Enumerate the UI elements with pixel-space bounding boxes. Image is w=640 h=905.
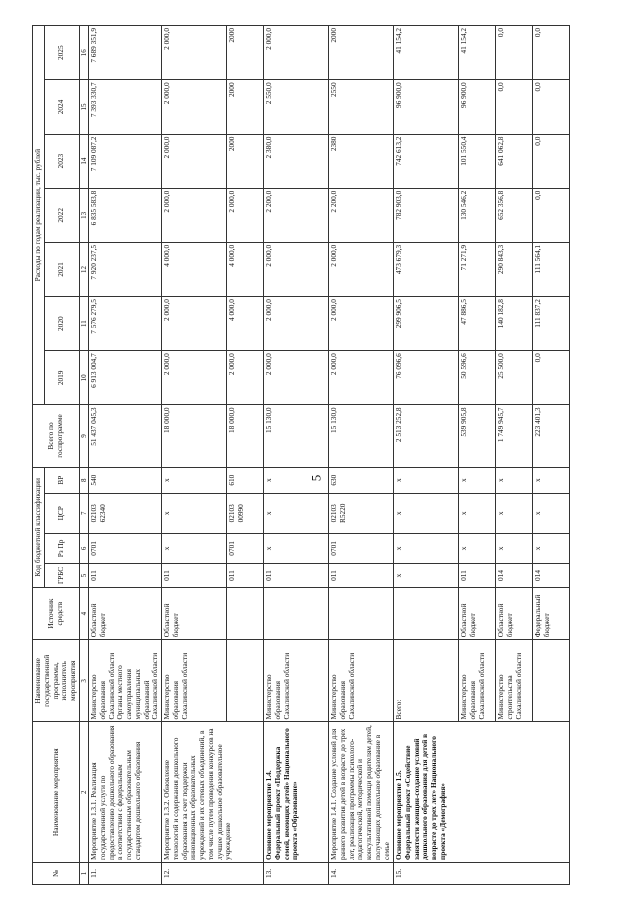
executor — [227, 640, 264, 722]
year-amount: 0,0 — [533, 351, 570, 405]
executor: Министерство образования Сахалинской области — [162, 640, 227, 722]
year-amount: 742 613,2 — [394, 134, 459, 188]
year-amount: 4 000,0 — [162, 242, 227, 296]
event-name: Основное мероприятие 1.5. Федеральный проект «Содействие занятости женщин-создание условий дошкольного образования для детей в возрасте до трех лет» Национального проекта «Демография» — [394, 722, 570, 862]
header-rzpr: Рз Пр — [44, 533, 79, 563]
year-amount: 0,0 — [496, 26, 533, 80]
row-number: 14. — [329, 862, 394, 884]
rzpr-code: х — [459, 533, 496, 563]
vr-code: х — [459, 467, 496, 493]
csr-code: х — [264, 493, 329, 533]
year-amount: 290 843,3 — [496, 242, 533, 296]
vr-code: х — [264, 467, 329, 493]
year-amount: 2 000,0 — [227, 188, 264, 242]
funding-source — [329, 588, 394, 640]
vr-code: 540 — [89, 467, 162, 493]
rzpr-code: х — [264, 533, 329, 563]
year-amount: 71 271,9 — [459, 242, 496, 296]
year-amount: 7 576 279,5 — [89, 297, 162, 351]
year-amount: 7 393 330,7 — [89, 80, 162, 134]
year-amount: 2 000,0 — [264, 297, 329, 351]
year-amount: 140 182,8 — [496, 297, 533, 351]
header-program: Наименование государственной программы, исполнитель мероприятия — [33, 640, 80, 722]
csr-code: х — [394, 493, 459, 533]
grbs-code: 011 — [89, 563, 162, 587]
year-amount: 2000 — [227, 134, 264, 188]
year-amount: 0,0 — [533, 188, 570, 242]
column-number: 15 — [79, 80, 88, 134]
year-amount: 641 062,8 — [496, 134, 533, 188]
vr-code: х — [533, 467, 570, 493]
funding-source — [394, 588, 459, 640]
executor: Всего: — [394, 640, 459, 722]
header-csr: ЦСР — [44, 493, 79, 533]
column-number: 9 — [79, 405, 88, 467]
event-name: Мероприятие 1.3.1. Реализация государственной услуги по предоставлению дошкольного образования в соответствии с федеральным государственным образовательным стандартом дошкольного образования — [89, 722, 162, 862]
rzpr-code: 0701 — [227, 533, 264, 563]
year-amount: 2 000,0 — [162, 351, 227, 405]
total-amount: 223 401,3 — [533, 405, 570, 467]
column-number: 6 — [79, 533, 88, 563]
year-amount: 50 596,6 — [459, 351, 496, 405]
year-amount: 130 546,2 — [459, 188, 496, 242]
year-amount: 7 689 351,9 — [89, 26, 162, 80]
total-amount: 15 130,0 — [264, 405, 329, 467]
year-amount: 25 500,0 — [496, 351, 533, 405]
page-number: 5 — [308, 474, 324, 482]
year-amount: 2 200,0 — [329, 188, 394, 242]
event-name: Мероприятие 1.4.1. Создание условий для раннего развития детей в возрасте до трех лет, реализация программы психолого-педагогической, методической и консультативной помощи родителям детей, получающих дошкольное образование в семье — [329, 722, 394, 862]
funding-source — [227, 588, 264, 640]
event-name: Основное мероприятие 1.4. Федеральный проект «Поддержка семей, имеющих детей» Национального проекта «Образование» — [264, 722, 329, 862]
year-amount: 2380 — [329, 134, 394, 188]
executor: Министерство образования Сахалинской области Органы местного самоуправления муниципальных образований Сахалинской области — [89, 640, 162, 722]
year-amount: 2 000,0 — [162, 134, 227, 188]
header-year: 2025 — [44, 26, 79, 80]
executor: Министерство образования Сахалинской области — [459, 640, 496, 722]
csr-code: х — [496, 493, 533, 533]
year-amount: 4 000,0 — [227, 297, 264, 351]
header-year: 2020 — [44, 297, 79, 351]
row-number: 15. — [394, 862, 570, 884]
csr-code: 02103 00990 — [227, 493, 264, 533]
funding-source: Областной бюджет — [89, 588, 162, 640]
funding-source: Областной бюджет — [162, 588, 227, 640]
header-year: 2023 — [44, 134, 79, 188]
column-number: 14 — [79, 134, 88, 188]
table-row — [329, 26, 394, 885]
year-amount: 47 886,5 — [459, 297, 496, 351]
header-vr: ВР — [44, 467, 79, 493]
total-amount: 15 130,0 — [329, 405, 394, 467]
year-amount: 7 109 087,2 — [89, 134, 162, 188]
vr-code: х — [496, 467, 533, 493]
column-number: 11 — [79, 297, 88, 351]
rzpr-code: х — [533, 533, 570, 563]
table-header — [33, 26, 89, 885]
row-number: 12. — [162, 862, 264, 884]
year-amount: 96 900,0 — [394, 80, 459, 134]
header-source: Источник средств — [33, 588, 80, 640]
header-year: 2019 — [44, 351, 79, 405]
row-number: 13. — [264, 862, 329, 884]
header-total: Всего по госпрограмме — [33, 405, 80, 467]
table-row — [162, 26, 227, 885]
year-amount: 6 835 583,8 — [89, 188, 162, 242]
column-number: 1 — [79, 862, 88, 884]
year-amount: 2 200,0 — [264, 188, 329, 242]
year-amount: 2 000,0 — [264, 351, 329, 405]
table-row — [264, 26, 329, 885]
rzpr-code: х — [496, 533, 533, 563]
year-amount: 76 096,6 — [394, 351, 459, 405]
funding-source — [264, 588, 329, 640]
budget-table — [32, 25, 570, 885]
grbs-code: 011 — [264, 563, 329, 587]
row-number: 11. — [89, 862, 162, 884]
year-amount: 0,0 — [533, 134, 570, 188]
grbs-code: 011 — [459, 563, 496, 587]
year-amount: 2 000,0 — [162, 26, 227, 80]
year-amount: 101 550,4 — [459, 134, 496, 188]
year-amount: 2 000,0 — [329, 351, 394, 405]
grbs-code: 011 — [227, 563, 264, 587]
year-amount: 4 000,0 — [227, 242, 264, 296]
year-amount: 2 000,0 — [329, 297, 394, 351]
header-grbs: ГРБС — [44, 563, 79, 587]
vr-code: 630 — [329, 467, 394, 493]
header-year: 2022 — [44, 188, 79, 242]
year-amount: 0,0 — [496, 80, 533, 134]
year-amount: 473 679,3 — [394, 242, 459, 296]
year-amount: 2 000,0 — [162, 188, 227, 242]
year-amount: 2 000,0 — [264, 242, 329, 296]
total-amount: 2 513 252,8 — [394, 405, 459, 467]
total-amount: 539 905,8 — [459, 405, 496, 467]
grbs-code: 014 — [496, 563, 533, 587]
year-amount: 2 380,0 — [264, 134, 329, 188]
year-amount: 2 000,0 — [162, 80, 227, 134]
funding-source: Областной бюджет — [459, 588, 496, 640]
funding-source: Областной бюджет — [496, 588, 533, 640]
year-amount: 0,0 — [533, 26, 570, 80]
year-amount: 111 837,2 — [533, 297, 570, 351]
event-name: Мероприятие 1.3.2. Обновление технологий и содержания дошкольного образования за счет поддержки инновационных образовательных учреждений и их сетевых объединений, в том числе путем проведения конкурсов на лучшее дошкольное образовательное учреждение — [162, 722, 264, 862]
header-no: № — [33, 862, 80, 884]
column-number: 4 — [79, 588, 88, 640]
year-amount: 2000 — [227, 80, 264, 134]
year-amount: 41 154,2 — [394, 26, 459, 80]
header-budget-code: Код бюджетной классификации — [33, 467, 45, 587]
executor: Министерство образования Сахалинской области — [329, 640, 394, 722]
total-amount: 18 000,0 — [162, 405, 227, 467]
rzpr-code: х — [162, 533, 227, 563]
year-amount: 6 913 004,7 — [89, 351, 162, 405]
funding-source: Федеральный бюджет — [533, 588, 570, 640]
grbs-code: 014 — [533, 563, 570, 587]
total-amount: 18 000,0 — [227, 405, 264, 467]
grbs-code: 011 — [329, 563, 394, 587]
executor: Министерство образования Сахалинской области — [264, 640, 329, 722]
column-number: 7 — [79, 493, 88, 533]
year-amount: 2 550,0 — [264, 80, 329, 134]
executor: Министерство строительства Сахалинской области — [496, 640, 533, 722]
year-amount: 2 000,0 — [329, 242, 394, 296]
column-number-row — [79, 26, 88, 885]
grbs-code: 011 — [162, 563, 227, 587]
column-number: 12 — [79, 242, 88, 296]
year-amount: 2 000,0 — [264, 26, 329, 80]
csr-code: х — [459, 493, 496, 533]
table-body — [89, 26, 570, 885]
year-amount: 782 903,0 — [394, 188, 459, 242]
header-year: 2024 — [44, 80, 79, 134]
year-amount: 2550 — [329, 80, 394, 134]
header-year: 2021 — [44, 242, 79, 296]
year-amount: 2 000,0 — [227, 351, 264, 405]
rzpr-code: 0701 — [329, 533, 394, 563]
column-number: 2 — [79, 722, 88, 862]
table-row — [89, 26, 162, 885]
total-amount: 1 749 945,7 — [496, 405, 533, 467]
csr-code: х — [162, 493, 227, 533]
vr-code: 610 — [227, 467, 264, 493]
landscape-sheet — [32, 25, 612, 885]
year-amount: 2 000,0 — [162, 297, 227, 351]
year-amount: 652 356,8 — [496, 188, 533, 242]
column-number: 10 — [79, 351, 88, 405]
vr-code: х — [394, 467, 459, 493]
column-number: 13 — [79, 188, 88, 242]
header-event: Наименование мероприятия — [33, 722, 80, 862]
executor — [533, 640, 570, 722]
column-number: 3 — [79, 640, 88, 722]
grbs-code: х — [394, 563, 459, 587]
rzpr-code: х — [394, 533, 459, 563]
column-number: 8 — [79, 467, 88, 493]
rzpr-code: 0701 — [89, 533, 162, 563]
table-row — [394, 26, 459, 885]
csr-code: х — [533, 493, 570, 533]
column-number: 5 — [79, 563, 88, 587]
vr-code: х — [162, 467, 227, 493]
year-amount: 2000 — [329, 26, 394, 80]
csr-code: 02103 R5220 — [329, 493, 394, 533]
year-amount: 2000 — [227, 26, 264, 80]
column-number: 16 — [79, 26, 88, 80]
year-amount: 0,0 — [533, 80, 570, 134]
year-amount: 7 920 237,5 — [89, 242, 162, 296]
csr-code: 02103 62340 — [89, 493, 162, 533]
year-amount: 96 900,0 — [459, 80, 496, 134]
year-amount: 111 564,1 — [533, 242, 570, 296]
header-expenses: Расходы по годам реализации, тыс. рублей — [33, 26, 45, 405]
year-amount: 299 906,5 — [394, 297, 459, 351]
year-amount: 41 154,2 — [459, 26, 496, 80]
total-amount: 51 437 045,3 — [89, 405, 162, 467]
